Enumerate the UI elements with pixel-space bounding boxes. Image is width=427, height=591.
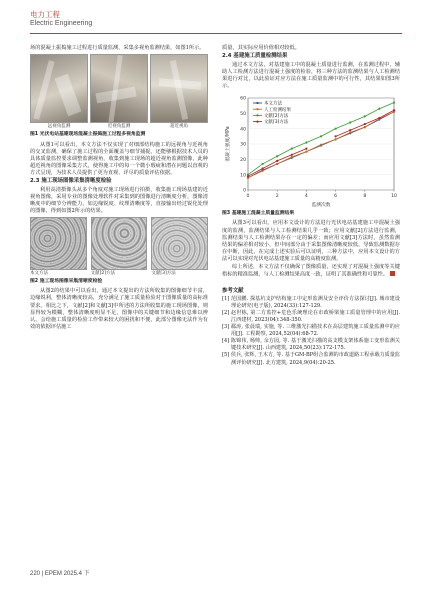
line-chart [222,92,400,210]
data-point [276,160,278,162]
page-header [30,10,402,28]
y-tick-label: 20 [240,157,246,163]
x-tick-label: 6 [334,194,338,200]
data-point [276,155,278,157]
image-label: 本文方法 [30,270,48,276]
reference-item: [1] 范国鹏. 探基坑支护结构施工中定形监测及安全评价方法探讨[J]. 城市建设理论研究(电子版), 2024(33):127-129. [222,295,400,309]
x-axis-label: 监测次数 [311,203,331,209]
figure-2-labels [30,270,208,278]
data-point [349,131,351,133]
y-tick-label: 30 [240,142,246,148]
data-point [364,123,366,125]
legend-label: 本文方法 [264,101,282,107]
data-point [349,121,351,123]
legend-label: 人工检测结果 [264,107,291,113]
legend-marker [256,114,258,116]
y-tick-label: 60 [240,96,246,102]
near-view-photo [90,54,148,123]
y-tick-label: 10 [240,173,246,179]
legend-marker [256,108,258,110]
data-point [276,163,278,165]
left-column [30,45,208,332]
ref2-method-image [91,217,148,270]
figure-3-chart [222,92,400,210]
data-point [305,141,307,143]
data-point [349,129,351,131]
y-tick-label: 40 [240,127,246,133]
data-point [291,154,293,156]
header-rule [30,33,402,34]
data-point [291,148,293,150]
references-title: 参考文献 [222,287,244,294]
figure-2-caption: 图2 施工现场图像采集清晰度检验 [30,278,103,284]
x-tick-label: 8 [363,194,367,200]
end-mark-icon [390,271,395,276]
legend-label: 文献[2]方法 [264,114,289,120]
figure-1-photos [30,54,208,123]
reference-item: [4] 陈锦伟, 杨帅, 余方园, 等. 基于激光扫描的高支模支架体系施工变形监测关键技术研究[J]. 山西建筑, 2024,50(23):172-175. [222,338,400,352]
paragraph: 从图3可以看出，应用本文设计的方法进行光伏电站基建施工中混凝土强度的监测，监测结果与人工检测结果几乎一致；应用文献[2]方法进行监测，监测结果与人工检测结果存在一定的偏差；而应用文献[3]方法时，虽然监测结果的偏差相对较小，但中间部分由于采集图像清晰度较低，导致监测数据存在中断，因此，在完成上述实验后可以证明，三种方法中，应用本文设计的方法可以实现对光伏电站基建施工质量的高精度监测。 [222,220,400,262]
paragraph: 场的混凝土振捣施工过程进行质量监测，采集多视角监测结果，如图1所示。 [30,45,205,51]
x-tick-label: 2 [275,194,279,200]
figure-2-images [30,217,208,270]
figure-3-caption: 图3 基建施工混凝土质量监测结果 [222,211,295,217]
legend-label: 文献[3]方法 [264,120,289,126]
paragraph: 通过本文方法，对基建施工中的混凝土质量进行监测，在监测过程中，辅助人工检测方法进行混凝土强度的检验，将三种方法的监测结果与人工检测结果进行对比，以此验证对应方法在施工质量监测中的可行性，其结果如图3所示。 [222,61,400,89]
data-point [262,170,264,172]
references-list [222,296,400,367]
legend-marker [256,102,258,104]
data-point [393,109,395,111]
data-point [305,148,307,150]
page-footer: 220 | EPEM 2025.4 下 [30,571,90,577]
data-point [378,108,380,110]
legend-marker [256,121,258,123]
data-point [262,163,264,165]
ref3-method-image [151,217,208,270]
paragraph: 质量，其实际应用价值相对较低。 [222,45,300,51]
data-point [378,117,380,119]
image-label: 文献[3]方法 [151,270,176,276]
data-point [335,138,337,140]
paragraph [222,264,400,279]
ultra-near-view-photo [150,54,208,123]
paragraph-text: 综上所述，本文方法不仅确保了图像质量，还实现了对混凝土强度等关键指标的精准监测，与人工检测结果高度一致，证明了其准确性和可靠性。 [222,264,400,278]
data-point [320,144,322,146]
y-tick-label: 0 [243,188,246,194]
x-tick-label: 4 [304,194,308,200]
data-point [305,151,307,153]
data-point [335,135,337,137]
reference-item: [5] 侯兵, 张辉, 王木方, 等. 基于GM-BP组合监测的市政道路工程承载力质量监测评价研究[J]. 北方建筑, 2024,9(04):20-25. [222,352,400,366]
section-heading: 2.4 基建施工质量检测结果 [222,53,288,60]
figure-1-labels [30,123,208,131]
data-point [291,156,293,158]
section-heading: 2.3 施工现场图像采集清晰度检验 [30,177,112,184]
journal-section-title-en: Electric Engineering [30,20,93,27]
image-label: 文献[2]方法 [90,270,116,276]
paragraph: 从图2的结果中可以看出，通过本文提出的方法所收集的图像细节丰富，边缘锐利，整体清晰度较高，充分满足了施工质量检验对于图像质量的高标准要求。相比之下，文献[2]和文献[3]中所述的方法所收集的施工现场图像，则显得较为模糊，整体清晰度明显不足，图像中的关键细节和边缘信息难以辨认，会给施工质量的检验工作带来较大的困扰和不便，此部分图像无法作为有效的依据评估施工 [30,288,208,330]
photo-label: 远视角监测 [47,124,71,130]
far-view-photo [30,54,88,123]
data-point [364,126,366,128]
our-method-image [30,217,87,270]
data-point [262,167,264,169]
reference-item: [3] 郗涛, 张晨瑞, 实施, 等. 三维激光扫描技术在高层建筑施工质量监测中的应用[J]. 工程勘察, 2024,52(04):68-72. [222,324,400,338]
figure-1-caption: 图1 光伏电站基建现场混凝土振捣施工过程多视角监测 [30,132,146,138]
y-axis-label: 混凝土强度/MPa [226,126,231,162]
photo-label: 超近视角 [170,124,188,130]
y-tick-label: 50 [240,111,246,117]
data-point [335,128,337,130]
photo-label: 近视角监测 [107,124,131,130]
x-tick-label: 0 [246,194,250,200]
right-column [222,45,400,367]
journal-section-title: 电力工程 [30,10,60,19]
paragraph: 从图1可以看出，本文方法不仅实现了对细部结构施工的远视角与近视角的交叉监测，确保了施工过程的全面覆盖与细节捕捉。还能够根据技术人员的具体质量监控要求调整监测视角，收集到施工现场的超近视角监测图像，此种超近视角的图像采集方式，使得施工中的每一个微小瑕疵和潜在问题以直观的方式呈现，为技术人员提供了更为直观、详尽的质量评估依据。 [30,141,208,176]
data-point [364,115,366,117]
reference-item: [2] 赵世栋, 第二方监控+危色乐统理论在市政桥梁施工质量管理中的应用[J]. 江西建材, 2023(04):348-350. [222,309,400,323]
data-point [247,175,249,177]
data-point [393,102,395,104]
paragraph: 利用高清摄像头从多个角度对施工现场进行拍摄，收集施工现场基建的近视角图像，采用专业的图像处理软件对采集到的图像进行清晰度分析，图像清晰度中的细节分辨能力，如边缘锐度、纹理清晰度等，直接输出经过锐化处理的图像，得到如图2所示的结果。 [30,186,208,214]
data-point [320,135,322,137]
x-tick-label: 10 [391,194,397,200]
